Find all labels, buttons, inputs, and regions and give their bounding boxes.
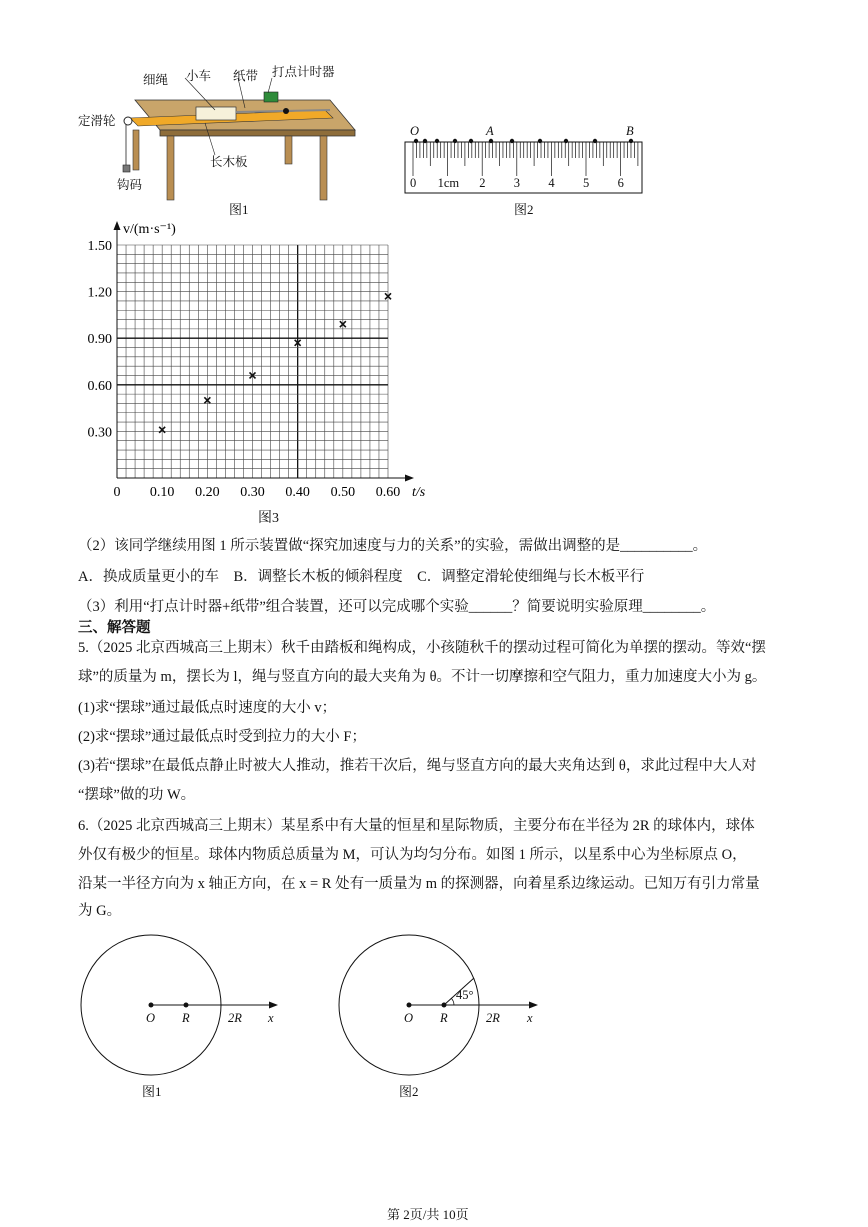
x-axis-label: t/s bbox=[412, 485, 426, 500]
figure3-caption: 图3 bbox=[258, 511, 279, 526]
fig1-x: x bbox=[268, 1011, 274, 1025]
ruler-label: 1cm bbox=[437, 176, 460, 190]
x-tick-label: 0.50 bbox=[330, 485, 356, 500]
question-5-part-2: (2)求“摆球”通过最低点时受到拉力的大小 F； bbox=[78, 729, 366, 745]
question-4-part-3: （3）利用“打点计时器+纸带”组合装置，还可以完成哪个实验______？简要说明实验原理________。 bbox=[78, 599, 716, 615]
angle-label: 45° bbox=[456, 988, 474, 1002]
fig2-2R: 2R bbox=[486, 1011, 500, 1025]
arrow-icon bbox=[529, 1002, 538, 1009]
y-axis-label: v/(m·s⁻¹) bbox=[123, 222, 176, 237]
ruler-label: 0 bbox=[410, 176, 417, 190]
ruler-label: 6 bbox=[617, 176, 624, 190]
question-6-line-4: 为 G。 bbox=[78, 903, 122, 919]
figure1-caption: 图1 bbox=[229, 202, 249, 217]
question-6-line-1: 6.（2025 北京西城高三上期末）某星系中有大量的恒星和星际物质，主要分布在半径为 2R 的球体内，球体 bbox=[78, 818, 755, 834]
label-weight: 钩码 bbox=[117, 178, 143, 192]
question-6-line-2: 外仅有极少的恒星。球体内物质总质量为 M，可认为均匀分布。如图 1 所示，以星系中心为坐标原点 O， bbox=[78, 847, 747, 863]
label-timer: 打点计时器 bbox=[272, 65, 335, 79]
section-heading: 三、解答题 bbox=[78, 620, 151, 636]
question-4-options: A．换成质量更小的车 B．调整长木板的倾斜程度 C．调整定滑轮使细绳与长木板平行 bbox=[78, 569, 645, 585]
question-5-line-1: 5.（2025 北京西城高三上期末）秋千由踏板和绳构成，小孩随秋千的摆动过程可简化为单摆的摆动。等效“摆 bbox=[78, 640, 766, 656]
label-rope: 细绳 bbox=[143, 73, 169, 87]
label-cart: 小车 bbox=[186, 69, 212, 83]
ruler-label: 4 bbox=[548, 176, 555, 190]
galaxy-figure-1 bbox=[81, 935, 278, 1075]
galaxy-figure-2 bbox=[339, 935, 538, 1075]
ruler-label: 3 bbox=[513, 176, 521, 190]
x-tick-label: 0.10 bbox=[149, 485, 175, 500]
fig2-x: x bbox=[527, 1011, 533, 1025]
fig2-R: R bbox=[440, 1011, 448, 1025]
galaxy-fig1-caption: 图1 bbox=[142, 1084, 162, 1099]
question-6-line-3: 沿某一半径方向为 x 轴正方向，在 x = R 处有一质量为 m 的探测器，向着星系边缘运动。已知万有引力常量 bbox=[78, 876, 760, 892]
x-tick-label: 0.20 bbox=[195, 485, 220, 500]
y-tick-label: 1.50 bbox=[87, 239, 112, 254]
figure2-caption: 图2 bbox=[514, 202, 534, 217]
point-B-label: B bbox=[626, 124, 634, 138]
page-footer: 第 2页/共 10页 bbox=[387, 1207, 469, 1222]
label-tape: 纸带 bbox=[233, 69, 259, 83]
question-4-part-2: （2）该同学继续用图 1 所示装置做“探究加速度与力的关系”的实验，需做出调整的是__________。 bbox=[78, 538, 708, 554]
point-A-label: A bbox=[486, 124, 494, 138]
fig1-O: O bbox=[146, 1011, 156, 1025]
question-5-part-1: (1)求“摆球”通过最低点时速度的大小 v； bbox=[78, 700, 337, 716]
galaxy-fig2-caption: 图2 bbox=[399, 1084, 419, 1099]
question-5-line-2: 球”的质量为 m，摆长为 l，绳与竖直方向的最大夹角为 θ。不计一切摩擦和空气阻力，重力加速度大小为 g。 bbox=[78, 669, 767, 685]
y-tick-label: 0.90 bbox=[87, 332, 112, 348]
ruler-label: 2 bbox=[479, 176, 486, 190]
question-5-part-3: (3)若“摆球”在最低点静止时被大人推动，推若干次后，绳与竖直方向的最大夹角达到 θ，求此过程中大人对 bbox=[78, 758, 757, 774]
x-tick-label: 0.30 bbox=[240, 485, 265, 500]
x-tick-label: 0.60 bbox=[375, 485, 401, 500]
fig1-R: R bbox=[182, 1011, 190, 1025]
point-O-label: O bbox=[410, 124, 420, 138]
y-tick-label: 0.30 bbox=[87, 425, 112, 441]
question-5-part-3-cont: “摆球”做的功 W。 bbox=[78, 787, 196, 803]
y-tick-label: 1.20 bbox=[87, 285, 112, 301]
fig2-O: O bbox=[404, 1011, 414, 1025]
arrow-icon bbox=[269, 1002, 278, 1009]
x-tick-label: 0 bbox=[113, 485, 121, 500]
label-board: 长木板 bbox=[210, 155, 248, 169]
ruler-label: 5 bbox=[583, 176, 590, 190]
fig1-2R: 2R bbox=[228, 1011, 242, 1025]
x-tick-label: 0.40 bbox=[285, 485, 310, 500]
y-tick-label: 0.60 bbox=[87, 378, 112, 394]
label-pulley: 定滑轮 bbox=[78, 114, 116, 128]
